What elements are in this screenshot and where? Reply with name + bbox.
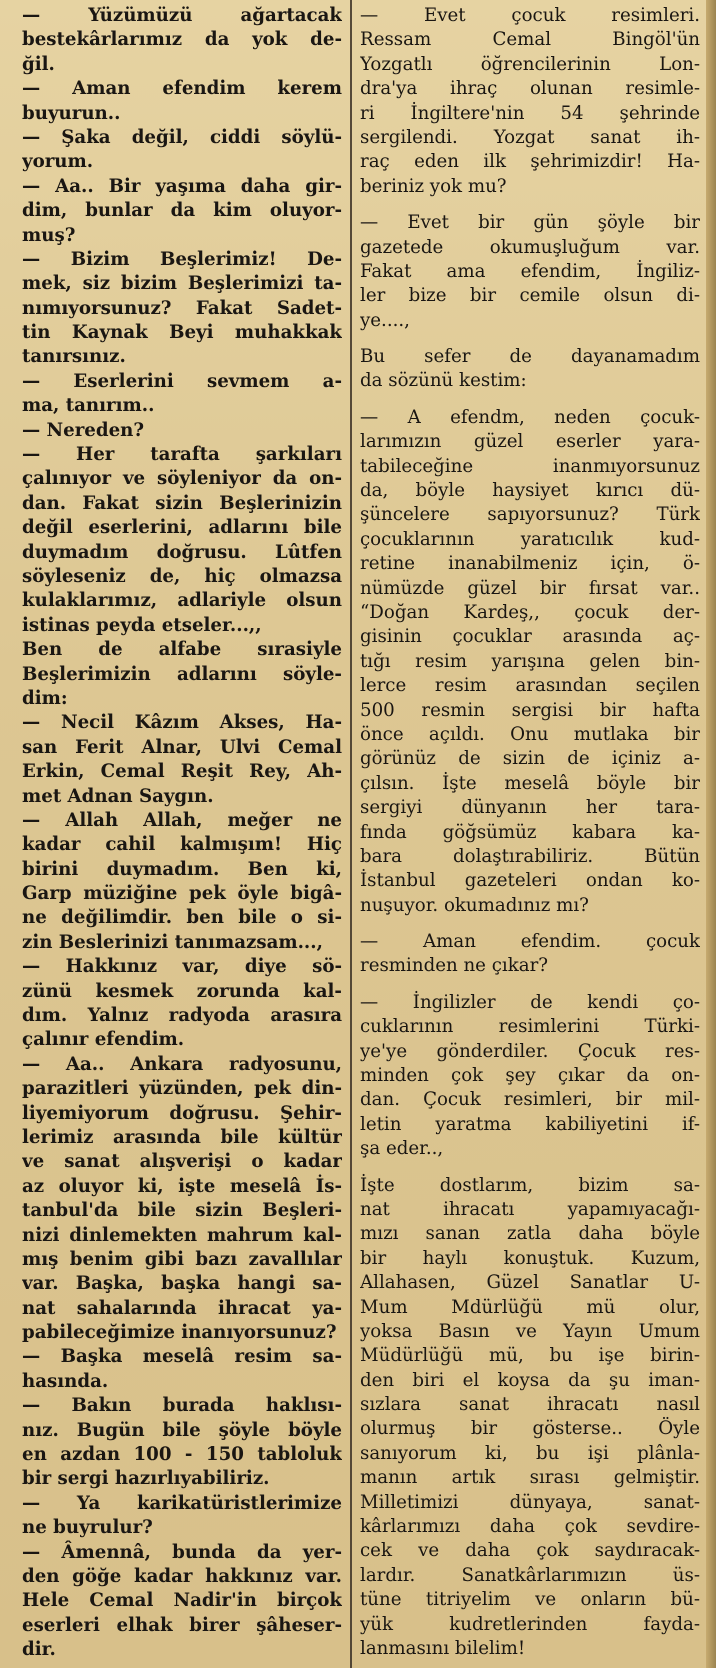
page-edge (706, 0, 716, 1668)
text-line: Erkin, Cemal Reşit Rey, Ah- (22, 761, 342, 783)
text-line: birini duymadım. Ben ki, (22, 858, 342, 880)
paragraph (360, 345, 700, 394)
paragraph-gap (360, 979, 700, 991)
text-line: kârlarımızı daha çok sevdire- (360, 1516, 700, 1538)
text-line: bestekârlarımız da yok de- (22, 29, 342, 51)
text-line: istinas peyda etseler...,, (22, 614, 262, 636)
text-line: nat ihracatı yapamıyacağı- (360, 1198, 700, 1220)
text-line: Bu sefer de dayanamadım (360, 346, 700, 368)
paragraph (22, 4, 342, 77)
right-column (360, 4, 700, 1668)
text-line: — Bakın burada haklısı- (22, 1395, 342, 1417)
text-line: — Aa.. Bir yaşıma daha gir- (22, 175, 342, 197)
text-line: 500 resmin sergisi bir hafta (360, 699, 700, 721)
text-line: Mum Mdürlüğü mü olur, (360, 1296, 700, 1318)
text-line: Müdürlüğü mü, bu işe birin- (360, 1345, 700, 1367)
text-line: nımıyorsunuz? Fakat Sadet- (22, 297, 342, 319)
paragraph-gap (360, 918, 700, 930)
paragraph (360, 211, 700, 333)
text-line: dim: (22, 687, 68, 709)
text-line: tanırsınız. (22, 346, 126, 368)
text-line: liyemiyorum doğrusu. Şehir- (22, 1102, 342, 1124)
text-line: Ben de alfabe sırasiyle (22, 639, 342, 661)
text-line: tüne titriyelim ve onların bü- (360, 1589, 700, 1611)
text-line: “Doğan Kardeş,, çocuk der- (360, 601, 700, 623)
text-line: nat sahalarında ihracat ya- (22, 1297, 342, 1319)
text-line: — Nereden? (22, 419, 145, 441)
text-line: Ressam Cemal Bingöl'ün (360, 29, 700, 51)
text-line: Fakat ama efendim, İngiliz- (360, 260, 700, 282)
text-line: İstanbul gazeteleri ondan ko- (360, 870, 700, 892)
text-line: parazitleri yüzünden, pek din- (22, 1078, 342, 1100)
paragraph (22, 1541, 342, 1663)
text-line: — İngilizler de kendi ço- (360, 991, 700, 1013)
text-line: değil eserlerini, adlarını bile (22, 517, 342, 539)
text-line: — Aman efendim kerem (22, 78, 342, 100)
text-line: kulaklarımız, adlariyle olsun (22, 590, 342, 612)
text-line: — A efendm, neden çocuk- (360, 406, 700, 428)
text-line: dan. Çocuk resimleri, bir mil- (360, 1089, 700, 1111)
text-line: — Evet çocuk resimleri. (360, 5, 700, 26)
text-line: san Ferit Alnar, Ulvi Cemal (22, 736, 342, 758)
text-line: yorum. (22, 151, 94, 173)
text-line: beriniz yok mu? (360, 175, 507, 197)
text-line: pabileceğimize inanıyorsunuz? (22, 1322, 337, 1344)
text-line: Milletimizi dünyaya, sanat- (360, 1491, 700, 1513)
text-line: — Âmennâ, bunda da yer- (22, 1541, 342, 1563)
text-line: Beşlerimizin adlarını söyle- (22, 663, 342, 685)
text-line: mızı sanan zatla daha böyle (360, 1223, 700, 1245)
text-line: ler bize bir cemile olsun di- (360, 285, 700, 307)
text-line: tanbul'da bile sizin Beşleri- (22, 1200, 342, 1222)
text-line: — Aa.. Ankara radyosunu, (22, 1053, 342, 1075)
text-line: gisinin çocuklar arasında aç- (360, 626, 700, 648)
text-line: dım. Yalnız radyoda arasıra (22, 1005, 342, 1027)
text-line: tin Kaynak Beyi muhakkak (22, 322, 342, 344)
paragraph (22, 638, 342, 711)
text-line: Yozgatlı öğrencilerinin Lon- (360, 53, 700, 75)
paragraph (22, 1394, 342, 1492)
paragraph (360, 4, 700, 199)
text-line: dan. Fakat sizin Beşlerinizin (22, 492, 342, 514)
text-line: dir. (22, 1639, 56, 1661)
text-line: cek ve daha çok saydıracak- (360, 1540, 700, 1562)
text-line: tabileceğine inanmıyorsunuz (360, 455, 700, 477)
text-line: duymadım doğrusu. Lûtfen (22, 541, 342, 563)
text-line: var. Başka, başka hangi sa- (22, 1273, 342, 1295)
text-line: den biri el koysa da şu iman- (360, 1369, 700, 1391)
text-line: larımızın güzel eserler yara- (360, 431, 700, 453)
text-line: — Necil Kâzım Akses, Ha- (22, 712, 342, 734)
text-line: şa eder.., (360, 1138, 444, 1160)
text-line: tığı resim yarışına gelen bin- (360, 650, 700, 672)
text-line: — Allah Allah, meğer ne (22, 809, 342, 831)
paragraph (360, 406, 700, 918)
text-line: mek, siz bizim Beşlerimizi ta- (22, 273, 342, 295)
text-line: yoksa Basın ve Yayın Umum (360, 1320, 700, 1342)
text-line: Hele Cemal Nadir'in birçok (22, 1590, 342, 1612)
text-line: çılsın. İşte meselâ böyle bir (360, 772, 700, 794)
text-line: önce açıldı. Onu mutlaka bir (360, 723, 700, 745)
text-line: muş? (22, 224, 76, 246)
text-line: — Ya karikatüristlerimize (22, 1492, 342, 1514)
text-line: dra'ya ihraç olunan resimle- (360, 78, 700, 100)
paragraph-gap (360, 199, 700, 211)
text-line: görünüz de sizin de içiniz a- (360, 748, 700, 770)
paragraph-gap (360, 333, 700, 345)
paragraph (22, 1492, 342, 1541)
text-line: en azdan 100 - 150 tabloluk (22, 1444, 342, 1466)
text-line: Allahasen, Güzel Sanatlar U- (360, 1272, 700, 1294)
text-line: zünü kesmek zorunda kal- (22, 980, 342, 1002)
text-line: buyurun.. (22, 102, 121, 124)
text-line: kadar cahil kalmışım! Hiç (22, 834, 342, 856)
text-line: dim, bunlar da kim oluyor- (22, 200, 342, 222)
text-line: bir haylı konuştuk. Kuzum, (360, 1247, 700, 1269)
text-line: — Şaka değil, ciddi söylü- (22, 126, 342, 148)
text-line: — Yüzümüzü ağartacak (22, 5, 342, 26)
text-line: ri İngiltere'nin 54 şehrinde (360, 102, 700, 124)
text-line: ma, tanırım.. (22, 395, 155, 417)
paragraph (22, 809, 342, 955)
paragraph-gap (360, 1162, 700, 1174)
text-line: çalınır efendim. (22, 1029, 185, 1051)
paragraph (360, 1174, 700, 1662)
text-line: lanmasını bilelim! (360, 1638, 526, 1659)
text-line: — Hakkınız var, diye sö- (22, 956, 342, 978)
text-line: — Eserlerini sevmem a- (22, 370, 342, 392)
text-line: minden çok şey çıkar da on- (360, 1065, 700, 1087)
text-line: — Bizim Beşlerimiz! De- (22, 248, 342, 270)
text-line: bir sergi hazırlıyabiliriz. (22, 1468, 270, 1490)
text-line: yük kudretlerinden fayda- (360, 1613, 700, 1635)
text-line: met Adnan Saygın. (22, 785, 214, 807)
text-line: sergiyi dünyanın her tara- (360, 797, 700, 819)
paragraph (22, 77, 342, 126)
text-line: fında göğsümüz kabara ka- (360, 821, 700, 843)
text-line: İşte dostlarım, bizim sa- (360, 1174, 700, 1196)
text-line: gazetede okumuşluğum var. (360, 236, 700, 258)
text-line: çalınıyor ve söyleniyor da on- (22, 468, 342, 490)
text-line: ne buyrulur? (22, 1517, 153, 1539)
text-line: mış benim gibi bazı zavallılar (22, 1248, 342, 1270)
text-line: lardır. Sanatkârlarımızın üs- (360, 1564, 700, 1586)
text-line: eserleri elhak birer şâheser- (22, 1614, 342, 1636)
text-line: — Evet bir gün şöyle bir (360, 212, 700, 234)
text-line: Garp müziğine pek öyle bigâ- (22, 883, 342, 905)
text-line: letin yaratma kabiliyetini if- (360, 1113, 700, 1135)
paragraph (22, 248, 342, 370)
text-line: nizi dinlemekten mahrum kal- (22, 1224, 342, 1246)
text-line: şüncelere sapıyorsunuz? Türk (360, 504, 700, 526)
text-line: sızlara sanat ihracatı nasıl (360, 1394, 700, 1416)
text-line: bara dolaştırabiliriz. Bütün (360, 845, 700, 867)
text-line: olurmuş bir gösterse.. Öyle (360, 1418, 700, 1440)
text-line: zin Beslerinizi tanımazsam..., (22, 931, 323, 953)
text-line: nuşuyor. okumadınız mı? (360, 894, 589, 916)
text-line: cuklarının resimlerini Türki- (360, 1016, 700, 1038)
text-line: — Başka meselâ resim sa- (22, 1346, 342, 1368)
text-line: da sözünü kestim: (360, 370, 527, 392)
paragraph (22, 175, 342, 248)
text-line: lerce resim arasından seçilen (360, 675, 700, 697)
column-divider (350, 0, 352, 1668)
text-line: ne değilimdir. ben bile o si- (22, 907, 342, 929)
left-column (22, 4, 342, 1668)
text-line: hasında. (22, 1370, 109, 1392)
paragraph (22, 955, 342, 1053)
text-line: sanıyorum ki, bu işi plânla- (360, 1442, 700, 1464)
paragraph (22, 419, 342, 443)
text-line: — Aman efendim. çocuk (360, 931, 700, 953)
paragraph (360, 991, 700, 1162)
text-line: ye'ye gönderdiler. Çocuk res- (360, 1040, 700, 1062)
text-line: da, böyle haysiyet kırıcı dü- (360, 480, 700, 502)
paragraph (22, 126, 342, 175)
text-line: az oluyor ki, işte meselâ İs- (22, 1175, 342, 1197)
text-line: çocuklarının yaratıcılık kud- (360, 528, 700, 550)
paragraph-gap (360, 394, 700, 406)
text-line: nümüzde güzel bir fırsat var.. (360, 577, 700, 599)
text-line: resminden ne çıkar? (360, 955, 549, 977)
text-line: retine inanabilmeniz için, ö- (360, 553, 700, 575)
paragraph (22, 370, 342, 419)
paragraph (22, 1345, 342, 1394)
text-line: raç eden ilk şehrimizdir! Ha- (360, 151, 700, 173)
text-line: ve sanat alışverişi o kadar (22, 1151, 342, 1173)
paragraph (22, 711, 342, 809)
paragraph (360, 930, 700, 979)
text-line: ğil. (22, 53, 55, 75)
text-line: ye...., (360, 309, 410, 331)
paragraph (22, 1053, 342, 1346)
text-line: lerimiz arasında bile kültür (22, 1126, 342, 1148)
paragraph (22, 443, 342, 638)
text-line: söyleseniz de, hiç olmazsa (22, 565, 342, 587)
text-line: den göğe kadar hakkınız var. (22, 1566, 342, 1587)
text-line: — Her tarafta şarkıları (22, 444, 342, 466)
text-line: nız. Bugün bile şöyle böyle (22, 1419, 342, 1441)
text-line: manın artık sırası gelmiştir. (360, 1467, 700, 1489)
text-line: sergilendi. Yozgat sanat ih- (360, 126, 700, 148)
